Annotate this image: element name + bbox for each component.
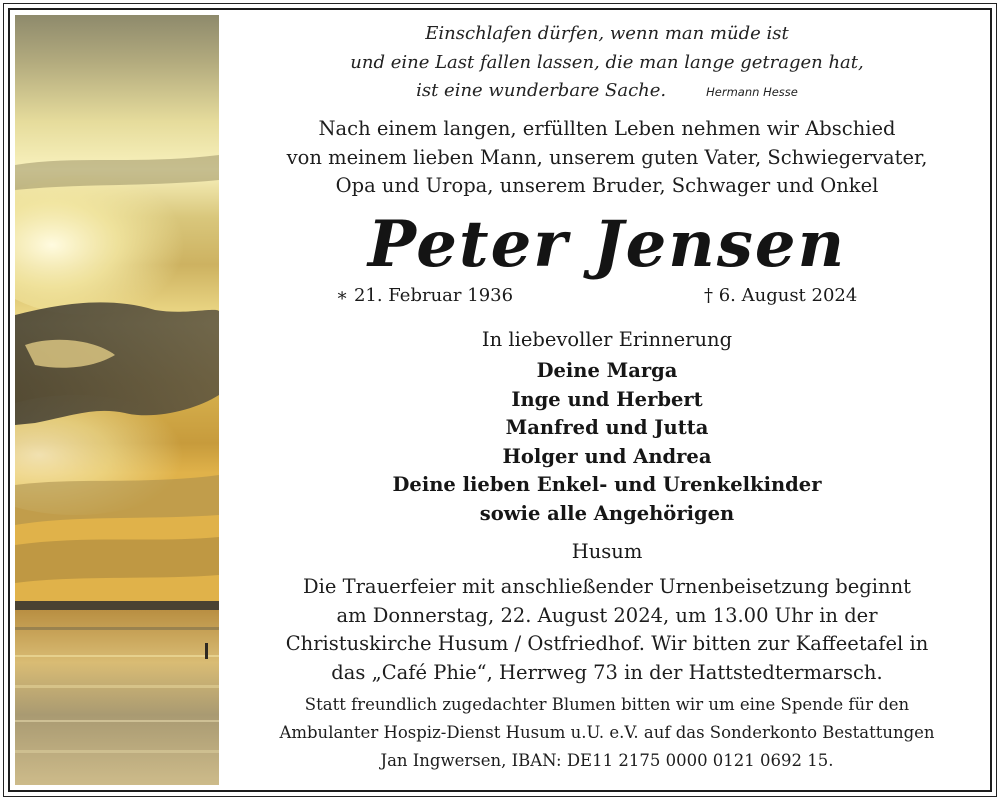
intro-line-3: Opa und Uropa, unserem Bruder, Schwager und Onkel <box>335 174 879 197</box>
obituary-text <box>228 15 986 785</box>
quote-line-2: und eine Last fallen lassen, die man lange getragen hat, <box>350 52 864 73</box>
family-line-6: sowie alle Angehörigen <box>479 502 735 525</box>
service-line-1: Die Trauerfeier mit anschließender Urnenbeisetzung beginnt <box>303 575 911 598</box>
place-name: Husum <box>571 540 643 563</box>
donation-line-3: Jan Ingwersen, IBAN: DE11 2175 0000 0121 0692 15. <box>380 751 834 770</box>
quote-text: ist eine wunderbare Sache. <box>416 80 667 101</box>
service-line-4: das „Café Phie“, Herrweg 73 in der Hattstedtermarsch. <box>331 661 883 684</box>
intro-line-1: Nach einem langen, erfüllten Leben nehmen wir Abschied <box>318 117 896 140</box>
deceased-name: Peter Jensen <box>367 207 847 282</box>
service-line-2: am Donnerstag, 22. August 2024, um 13.00 Uhr in der <box>336 604 878 627</box>
donation-line-1: Statt freundlich zugedachter Blumen bitten wir um eine Spende für den <box>304 695 910 714</box>
birth-date: ∗ 21. Februar 1936 <box>336 285 514 306</box>
donation-line-2: Ambulanter Hospiz-Dienst Husum u.U. e.V. auf das Sonderkonto Bestattungen <box>279 723 935 742</box>
service-line-3: Christuskirche Husum / Ostfriedhof. Wir bitten zur Kaffeetafel in <box>285 632 929 655</box>
intro-line-2: von meinem lieben Mann, unserem guten Vater, Schwiegervater, <box>286 146 928 169</box>
quote-line-1: Einschlafen dürfen, wenn man müde ist <box>425 23 789 44</box>
family-line-3: Manfred und Jutta <box>505 416 709 439</box>
quote-line-3 <box>228 80 986 101</box>
memory-label: In liebevoller Erinnerung <box>481 328 733 351</box>
family-line-2: Inge und Herbert <box>511 388 703 411</box>
family-line-1: Deine Marga <box>536 359 678 382</box>
sunset-sea-photo <box>15 15 219 785</box>
quote-author: Hermann Hesse <box>706 85 798 99</box>
death-date: † 6. August 2024 <box>704 285 858 306</box>
family-line-4: Holger und Andrea <box>502 445 712 468</box>
family-line-5: Deine lieben Enkel- und Urenkelkinder <box>392 473 822 496</box>
